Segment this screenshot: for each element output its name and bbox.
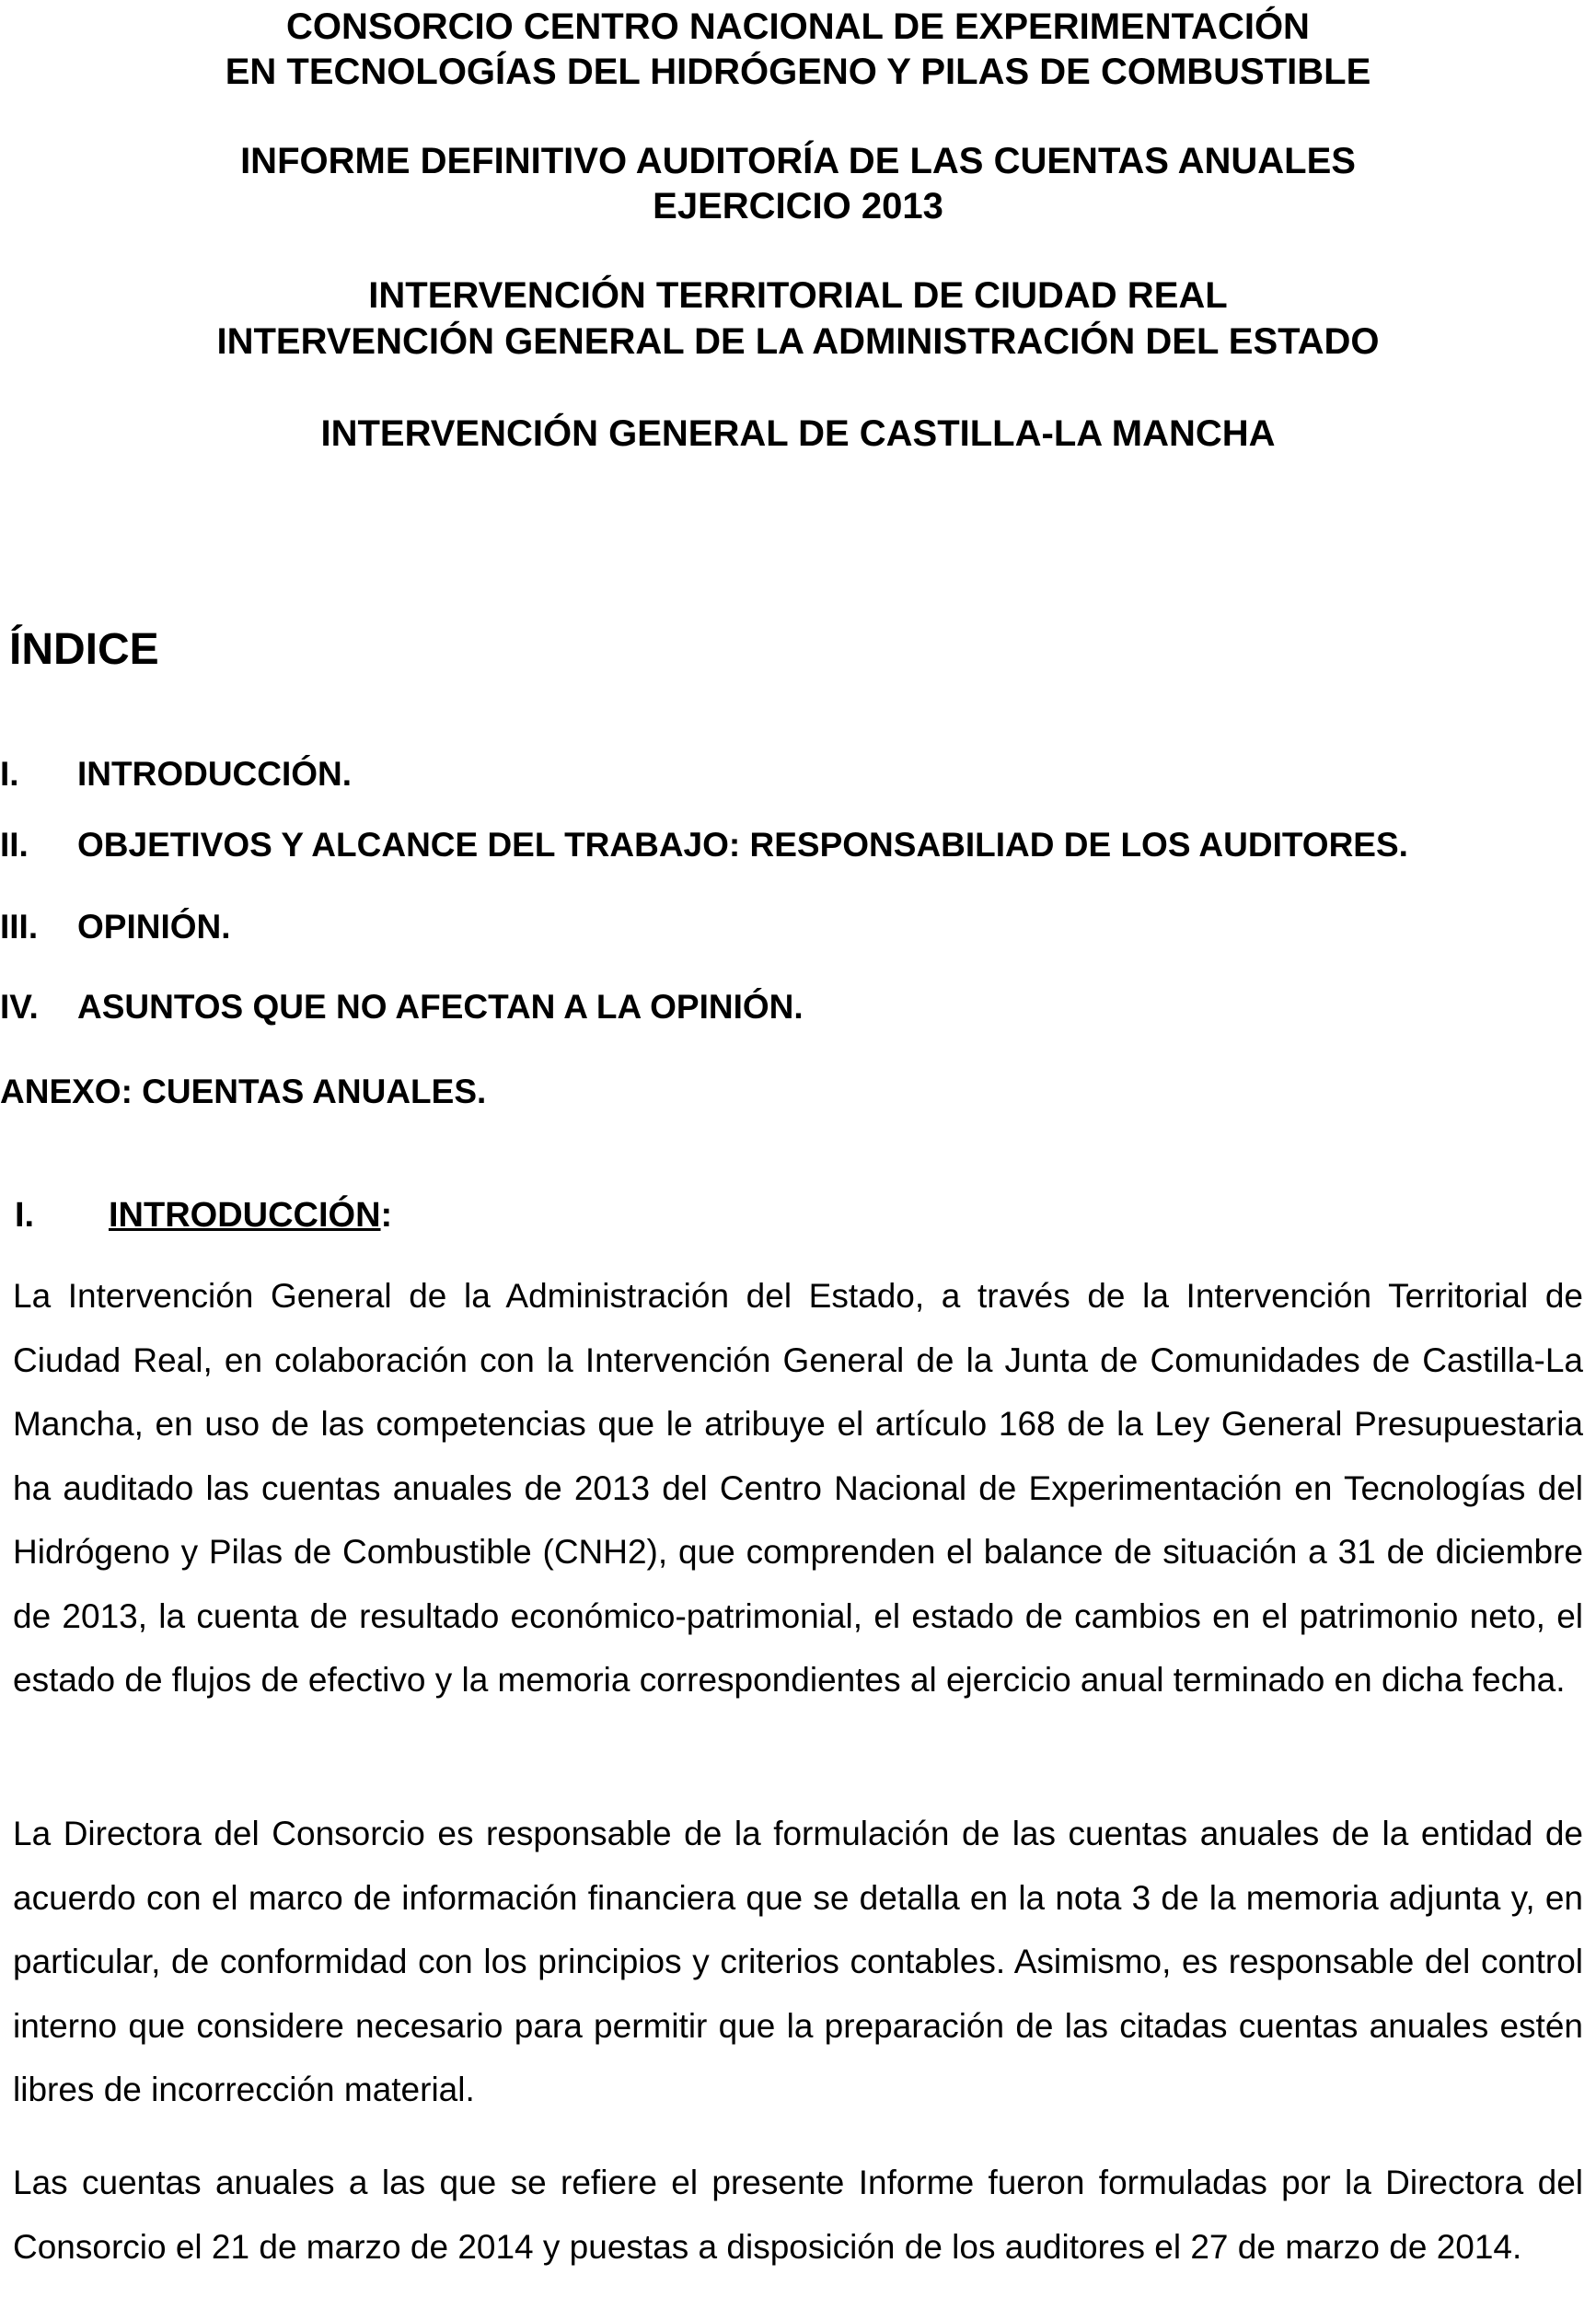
- toc-item-number: IV.: [0, 988, 39, 1026]
- toc-item-number: II.: [0, 826, 29, 864]
- toc-item-label: OPINIÓN.: [77, 908, 231, 946]
- header-line-2: EN TECNOLOGÍAS DEL HIDRÓGENO Y PILAS DE COMBUSTIBLE: [225, 52, 1371, 92]
- section-title: INTRODUCCIÓN: [109, 1196, 381, 1235]
- header-line-6: INTERVENCIÓN GENERAL DE LA ADMINISTRACIÓN DEL ESTADO: [216, 321, 1380, 362]
- toc-item-label: INTRODUCCIÓN.: [77, 755, 353, 793]
- section-number: I.: [15, 1196, 35, 1235]
- toc-item-number: I.: [0, 755, 19, 793]
- toc-item-number: III.: [0, 908, 39, 946]
- paragraph: La Intervención General de la Administración del Estado, a través de la Intervención Territorial de Ciudad Real, en colaboración con la Intervención General de la Junta de Comunidades de Castilla-La Mancha, en uso de las competencias que le atribuye el artículo 168 de la Ley General Presupuestaria ha auditado las cuentas anuales de 2013 del Centro Nacional de Experimentación en Tecnologías del Hidrógeno y Pilas de Combustible (CNH2), que comprenden el balance de situación a 31 de diciembre de 2013, la cuenta de resultado económico-patrimonial, el estado de cambios en el patrimonio neto, el estado de flujos de efectivo y la memoria correspondientes al ejercicio anual terminado en dicha fecha.: [13, 1277, 1583, 1699]
- header-line-1: CONSORCIO CENTRO NACIONAL DE EXPERIMENTACIÓN: [286, 6, 1310, 47]
- header-line-5: INTERVENCIÓN TERRITORIAL DE CIUDAD REAL: [368, 275, 1228, 316]
- section-title-suffix: :: [380, 1196, 393, 1235]
- paragraph: La Directora del Consorcio es responsable de la formulación de las cuentas anuales de la entidad de acuerdo con el marco de información financiera que se detalla en la nota 3 de la memoria adjunta y, en particular, de conformidad con los principios y criterios contables. Asimismo, es responsable del control interno que considere necesario para permitir que la preparación de las citadas cuentas anuales estén libres de incorrección material.: [13, 1815, 1583, 2108]
- index-title: ÍNDICE: [9, 625, 159, 674]
- toc-item-label: OBJETIVOS Y ALCANCE DEL TRABAJO: RESPONSABILIAD DE LOS AUDITORES.: [77, 826, 1408, 864]
- paragraph: Las cuentas anuales a las que se refiere el presente Informe fueron formuladas por la Directora del Consorcio el 21 de marzo de 2014 y puestas a disposición de los auditores el 27 de marzo de 2014.: [13, 2164, 1583, 2266]
- header-line-7: INTERVENCIÓN GENERAL DE CASTILLA-LA MANCHA: [320, 413, 1276, 454]
- header-line-4: EJERCICIO 2013: [653, 186, 943, 226]
- toc-item-label: ASUNTOS QUE NO AFECTAN A LA OPINIÓN.: [77, 988, 804, 1026]
- header-line-3: INFORME DEFINITIVO AUDITORÍA DE LAS CUENTAS ANUALES: [240, 141, 1356, 181]
- annex-entry: ANEXO: CUENTAS ANUALES.: [0, 1073, 487, 1110]
